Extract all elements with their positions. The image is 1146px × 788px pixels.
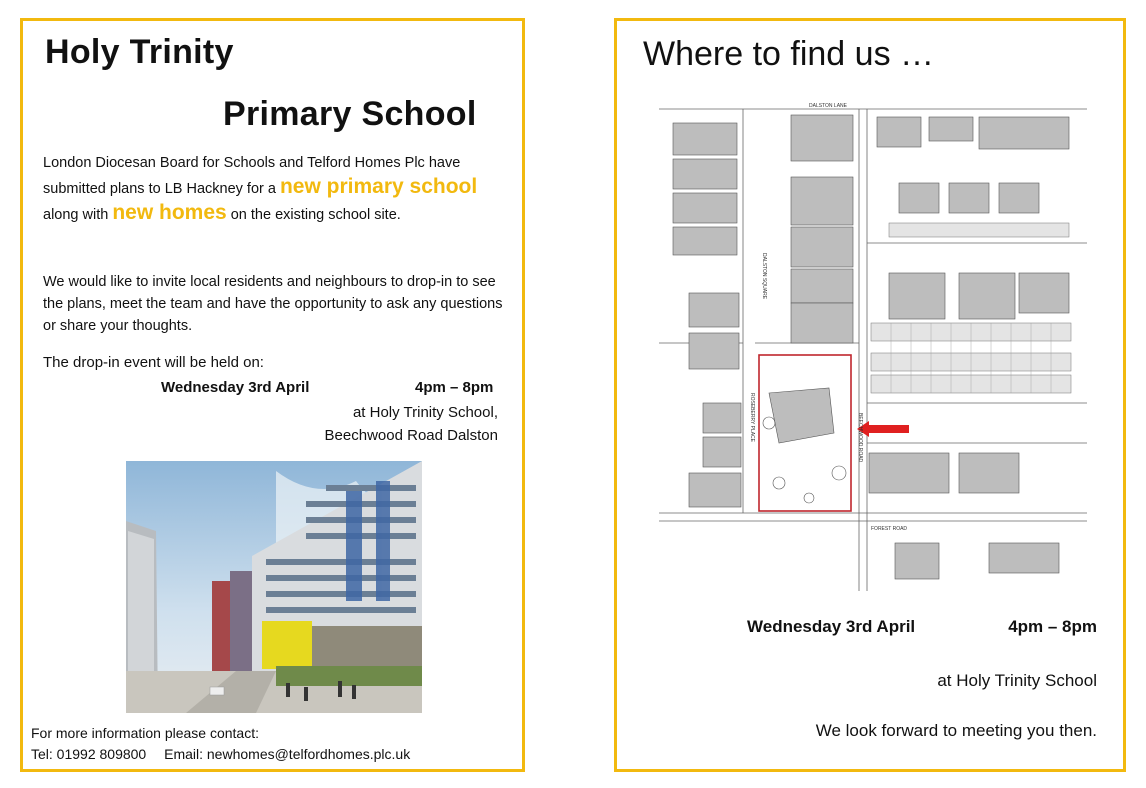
left-panel [20,18,525,772]
right-venue: at Holy Trinity School [937,671,1097,690]
highlight-new-primary-school: new primary school [279,175,478,198]
map-label-dalston-square: DALSTON SQUARE [761,253,767,300]
right-event-time: 4pm – 8pm [1008,617,1097,636]
school-name-line2: Primary School [223,95,477,133]
find-us-title: Where to find us … [643,35,935,73]
contact-email: Email: newhomes@telfordhomes.plc.uk [164,746,411,762]
event-day: Wednesday 3rd April [161,379,310,396]
event-intro: The drop-in event will be held on: [43,354,264,371]
right-event-day: Wednesday 3rd April [747,617,916,636]
invite-paragraph: We would like to invite local residents and neighbours to drop-in to see the plans, meet the team and have the opportunity to ask any questions or share your thoughts. [43,274,503,334]
venue-line1: at Holy Trinity School, [352,404,498,421]
map-label-top-road: DALSTON LANE [809,103,847,109]
intro-part2: along with [43,207,113,223]
intro-part3: on the existing school site. [226,207,401,223]
closing-message: We look forward to meeting you then. [815,721,1097,740]
venue-line2: Beechwood Road Dalston [324,427,498,444]
contact-details [31,746,424,762]
intro-paragraph [43,151,503,227]
intro-part1: London Diocesan Board for Schools and Telford Homes Plc have submitted plans to LB Hackney for a [43,155,461,197]
map-label-roseberry-place: ROSEBERRY PLACE [749,393,755,443]
highlight-new-homes: new homes [112,201,227,224]
map-label-beechwood-road: BEECHWOOD ROAD [857,413,863,463]
event-time: 4pm – 8pm [415,379,494,396]
development-render-image [126,461,422,713]
contact-label: For more information please contact: [31,725,259,741]
contact-telephone: Tel: 01992 809800 [31,746,147,762]
school-name-line1: Holy Trinity [45,33,234,71]
location-map [659,103,1087,591]
right-panel [614,18,1126,772]
map-label-forest-road: FOREST ROAD [871,526,908,532]
